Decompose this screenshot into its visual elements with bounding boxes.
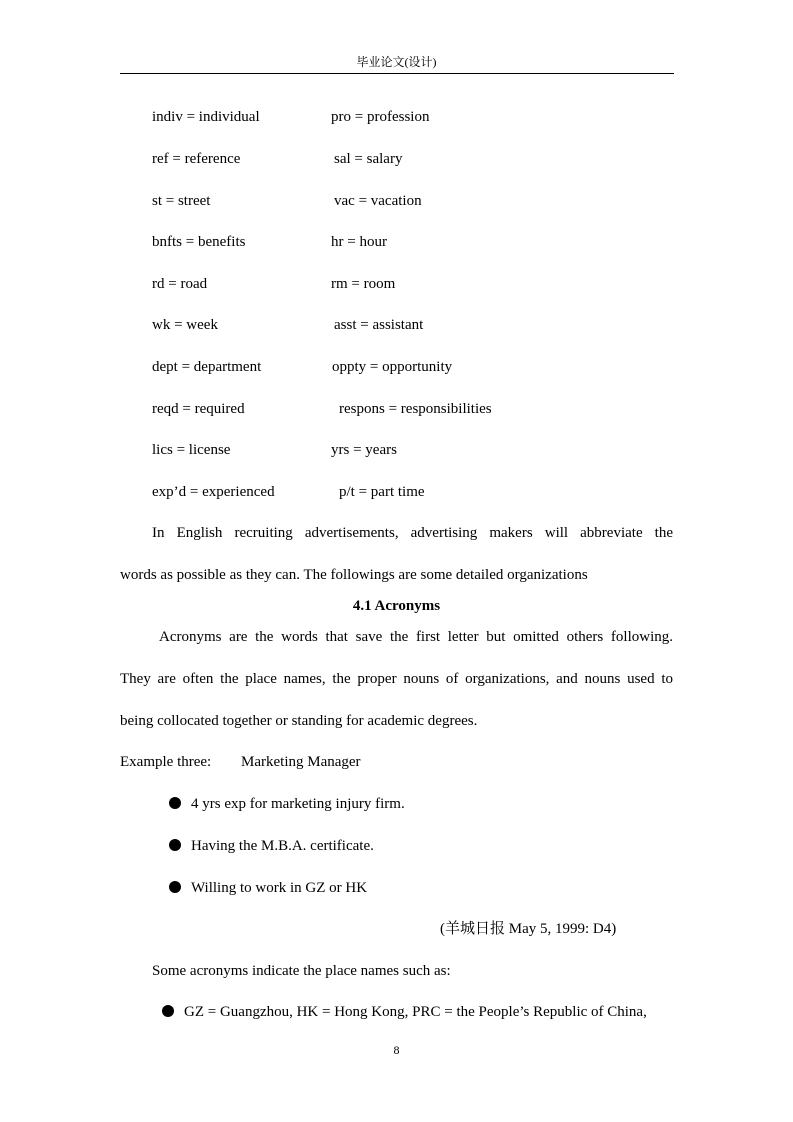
header-title: 毕业论文(设计) <box>356 55 437 69</box>
abbreviation-right: p/t = part time <box>339 484 425 500</box>
abbreviation-right: respons = responsibilities <box>339 401 492 417</box>
paragraph-line: They are often the place names, the proper nouns of organizations, and nouns used to <box>120 671 673 687</box>
abbreviation-left: reqd = required <box>152 401 245 417</box>
abbreviation-left: rd = road <box>152 276 208 292</box>
abbreviation-left: exp’d = experienced <box>152 484 275 500</box>
abbreviation-right: rm = room <box>331 276 396 292</box>
section-heading: 4.1 Acronyms <box>352 598 441 614</box>
example-title: Marketing Manager <box>241 754 361 770</box>
intro-line: In English recruiting advertisements, advertising makers will abbreviate the <box>152 525 673 541</box>
abbreviation-right: sal = salary <box>334 151 403 167</box>
paragraph-line: Acronyms are the words that save the first letter but omitted others following. <box>159 629 673 645</box>
abbreviation-right: yrs = years <box>331 442 397 458</box>
abbreviation-right: pro = profession <box>331 109 430 125</box>
abbreviation-left: bnfts = benefits <box>152 234 246 250</box>
abbreviation-left: lics = license <box>152 442 231 458</box>
abbreviation-right: hr = hour <box>331 234 387 250</box>
citation: (羊城日报 May 5, 1999: D4) <box>440 921 617 937</box>
example-bullet-item <box>169 837 374 855</box>
abbreviation-left: dept = department <box>152 359 262 375</box>
abbreviation-left: ref = reference <box>152 151 241 167</box>
paragraph-line: being collocated together or standing for academic degrees. <box>120 713 478 729</box>
bullet-icon <box>162 1005 174 1017</box>
example-label: Example three: <box>120 754 212 770</box>
example-bullet-text: Having the M.B.A. certificate. <box>191 838 374 854</box>
abbreviation-left: indiv = individual <box>152 109 260 125</box>
abbreviation-left: wk = week <box>152 317 218 333</box>
abbreviation-right: vac = vacation <box>334 193 422 209</box>
header-rule <box>120 73 674 74</box>
example-bullet-item <box>169 879 367 897</box>
abbreviation-right: oppty = opportunity <box>332 359 453 375</box>
bullet-icon <box>169 797 181 809</box>
bullet-icon <box>169 881 181 893</box>
bullet-icon <box>169 839 181 851</box>
page-number: 8 <box>393 1043 400 1057</box>
place-names-intro: Some acronyms indicate the place names such as: <box>152 963 451 979</box>
example-bullet-item <box>169 795 405 813</box>
example-bullet-text: Willing to work in GZ or HK <box>191 880 368 896</box>
example-bullet-text: 4 yrs exp for marketing injury firm. <box>191 796 405 812</box>
place-names-bullet-item <box>162 1003 647 1021</box>
abbreviation-left: st = street <box>152 193 211 209</box>
place-names-bullet-text: GZ = Guangzhou, HK = Hong Kong, PRC = the People’s Republic of China, <box>184 1004 647 1020</box>
intro-line: words as possible as they can. The followings are some detailed organizations <box>120 567 588 583</box>
abbreviation-right: asst = assistant <box>334 317 424 333</box>
